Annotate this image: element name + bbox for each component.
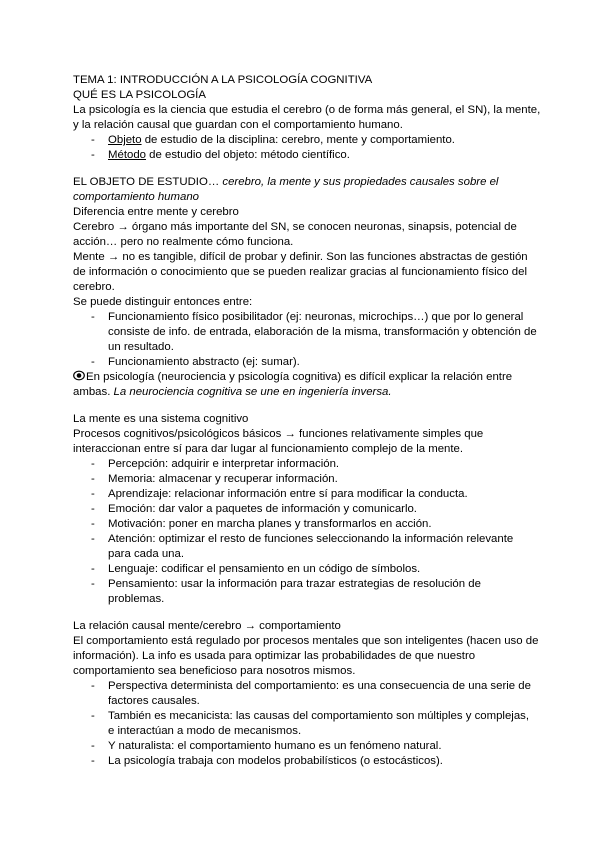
- paragraph-line: Se puede distinguir entonces entre:: [73, 296, 253, 308]
- list-item: La psicología trabaja con modelos probabilísticos (o estocásticos).: [108, 755, 443, 767]
- list-item-cont: e interactúan a modo de mecanismos.: [108, 725, 302, 737]
- paragraph-line: acción… pero no realmente cómo funciona.: [73, 236, 294, 248]
- paragraph-line: información). La info es usada para optimizar las probabilidades de que nuestro: [73, 650, 476, 662]
- bullet-dash: -: [91, 311, 95, 323]
- list-item: Memoria: almacenar y recuperar información.: [108, 473, 338, 485]
- underlined-term: Objeto: [108, 134, 142, 146]
- bullet-dash: -: [91, 578, 95, 590]
- list-item: Pensamiento: usar la información para trazar estrategias de resolución de: [108, 578, 481, 590]
- list-item: Funcionamiento físico posibilitador (ej: neuronas, microchips…) que por lo general: [108, 311, 524, 323]
- paragraph-line: Mente → no es tangible, difícil de probar y definir. Son las funciones abstractas de gestión: [73, 251, 528, 263]
- list-item: Atención: optimizar el resto de funciones seleccionando la información relevante: [108, 533, 514, 545]
- list-item: Perspectiva determinista del comportamiento: es una consecuencia de una serie de: [108, 680, 531, 692]
- list-item-cont: factores causales.: [108, 695, 200, 707]
- bullet-dash: -: [91, 503, 95, 515]
- underlined-term: Método: [108, 149, 146, 161]
- list-item: Motivación: poner en marcha planes y transformarlos en acción.: [108, 518, 432, 530]
- list-item-cont: para cada una.: [108, 548, 184, 560]
- list-item-text: de estudio de la disciplina: cerebro, mente y comportamiento.: [141, 134, 455, 146]
- bullet-dash: -: [91, 740, 95, 752]
- bullet-dash: -: [91, 755, 95, 767]
- bullet-dash: -: [91, 356, 95, 368]
- paragraph-line: [73, 370, 512, 385]
- subheading: La relación causal mente/cerebro → comportamiento: [73, 620, 341, 632]
- paragraph-line: La psicología es la ciencia que estudia el cerebro (o de forma más general, el SN), la mente,: [73, 104, 541, 116]
- subheading: Diferencia entre mente y cerebro: [73, 206, 239, 218]
- paragraph-line: Cerebro → órgano más importante del SN, se conocen neuronas, sinapsis, potencial de: [73, 221, 517, 233]
- paragraph-line: El comportamiento está regulado por procesos mentales que son inteligentes (hacen uso de: [73, 635, 539, 647]
- note-italic: La neurociencia cognitiva se une en ingeniería inversa.: [113, 386, 392, 398]
- list-item: También es mecanicista: las causas del comportamiento son múltiples y complejas,: [108, 710, 530, 722]
- bullet-dash: -: [91, 710, 95, 722]
- bullet-dash: -: [91, 134, 95, 146]
- bullet-dash: -: [91, 458, 95, 470]
- list-item: Aprendizaje: relacionar información entre sí para modificar la conducta.: [108, 488, 468, 500]
- list-item-cont: un resultado.: [108, 341, 174, 353]
- paragraph-line: y la relación causal que guardan con el comportamiento humano.: [73, 119, 403, 131]
- bullet-dash: -: [91, 149, 95, 161]
- paragraph-line: de información o conocimiento que se pueden realizar gracias al funcionamiento físico del: [73, 266, 527, 278]
- list-item: [108, 133, 455, 148]
- eye-icon: [73, 370, 85, 381]
- list-item: Percepción: adquirir e interpretar información.: [108, 458, 340, 470]
- list-item-text: de estudio del objeto: método científico.: [146, 149, 350, 161]
- section-heading: [73, 175, 498, 190]
- list-item: [108, 148, 350, 163]
- paragraph-line: interaccionan entre sí para dar lugar al funcionamiento complejo de la mente.: [73, 443, 464, 455]
- bullet-dash: -: [91, 518, 95, 530]
- paragraph-line: cerebro.: [73, 281, 115, 293]
- list-item: Emoción: dar valor a paquetes de información y comunicarlo.: [108, 503, 417, 515]
- paragraph-line: comportamiento sea beneficioso para nosotros mismos.: [73, 665, 356, 677]
- subheading: La mente es una sistema cognitivo: [73, 413, 249, 425]
- list-item-cont: problemas.: [108, 593, 165, 605]
- bullet-dash: -: [91, 488, 95, 500]
- bullet-dash: -: [91, 473, 95, 485]
- list-item: Y naturalista: el comportamiento humano es un fenómeno natural.: [108, 740, 442, 752]
- list-item: Funcionamiento abstracto (ej: sumar).: [108, 356, 300, 368]
- bullet-dash: -: [91, 680, 95, 692]
- bullet-dash: -: [91, 563, 95, 575]
- note-text: En psicología (neurociencia y psicología cognitiva) es difícil explicar la relación entre: [86, 371, 513, 383]
- heading-text: EL OBJETO DE ESTUDIO…: [73, 176, 220, 188]
- doc-title: TEMA 1: INTRODUCCIÓN A LA PSICOLOGÍA COGNITIVA: [73, 74, 373, 86]
- section-heading: QUÉ ES LA PSICOLOGÍA: [73, 89, 206, 101]
- note-text: ambas.: [73, 386, 114, 398]
- paragraph-line: Procesos cognitivos/psicológicos básicos → funciones relativamente simples que: [73, 428, 484, 440]
- list-item-cont: consiste de info. de entrada, elaboración de la misma, transformación y obtención de: [108, 326, 537, 338]
- paragraph-line: [73, 385, 392, 400]
- list-item: Lenguaje: codificar el pensamiento en un código de símbolos.: [108, 563, 421, 575]
- heading-italic: cerebro, la mente y sus propiedades causales sobre el: [219, 176, 499, 188]
- bullet-dash: -: [91, 533, 95, 545]
- heading-italic: comportamiento humano: [73, 191, 199, 203]
